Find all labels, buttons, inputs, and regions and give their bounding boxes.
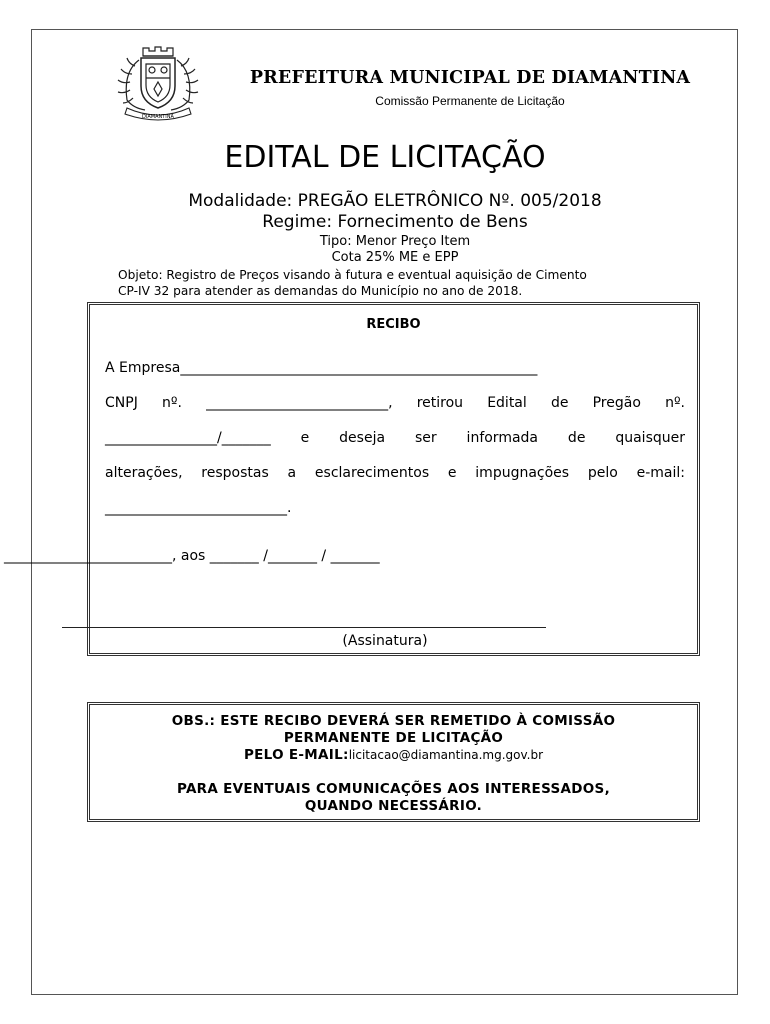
recibo-email-line: __________________________. [105, 500, 292, 516]
svg-text:DIAMANTINA: DIAMANTINA [142, 114, 174, 120]
org-name: PREFEITURA MUNICIPAL DE DIAMANTINA [249, 68, 691, 88]
obs-box [87, 702, 700, 822]
objeto-line-1: Objeto: Registro de Preços visando à futura e eventual aquisição de Cimento [118, 268, 587, 282]
objeto-line-2: CP-IV 32 para atender as demandas do Município no ano de 2018. [118, 284, 523, 298]
local-date-line: ________________________, aos _______ /_______ / _______ [4, 548, 380, 564]
regime: Regime: Fornecimento de Bens [262, 212, 528, 232]
recibo-box [87, 302, 700, 656]
obs-email-link[interactable]: licitacao@diamantina.mg.gov.br [348, 748, 544, 762]
obs-email-line [90, 747, 697, 763]
modalidade: Modalidade: PREGÃO ELETRÔNICO Nº. 005/2018 [188, 191, 602, 211]
tipo: Tipo: Menor Preço Item [319, 234, 471, 249]
obs-line-1: OBS.: ESTE RECIBO DEVERÁ SER REMETIDO À COMISSÃO [171, 713, 616, 729]
municipal-crest-icon [105, 42, 211, 122]
recibo-edital-line: ________________/_______ e deseja ser informada de quaisquer [105, 430, 685, 446]
recibo-alteracoes-line: alterações, respostas a esclarecimentos e impugnações pelo e-mail: [105, 465, 685, 481]
obs-line-5: QUANDO NECESSÁRIO. [304, 798, 483, 814]
cota: Cota 25% ME e EPP [331, 250, 459, 265]
recibo-cnpj-line: CNPJ nº. __________________________, retirou Edital de Pregão nº. [105, 395, 685, 411]
obs-line-2: PERMANENTE DE LICITAÇÃO [283, 730, 504, 746]
document-title: EDITAL DE LICITAÇÃO [224, 140, 546, 175]
obs-line-4: PARA EVENTUAIS COMUNICAÇÕES AOS INTERESSADOS, [176, 781, 610, 797]
obs-email-label: PELO E-MAIL: [243, 747, 349, 763]
recibo-title: RECIBO [366, 317, 421, 332]
recibo-company-line: A Empresa___________________________________________________ [105, 360, 538, 376]
signature-label: (Assinatura) [342, 633, 428, 649]
signature-line [62, 627, 546, 628]
org-subtitle: Comissão Permanente de Licitação [375, 94, 565, 108]
